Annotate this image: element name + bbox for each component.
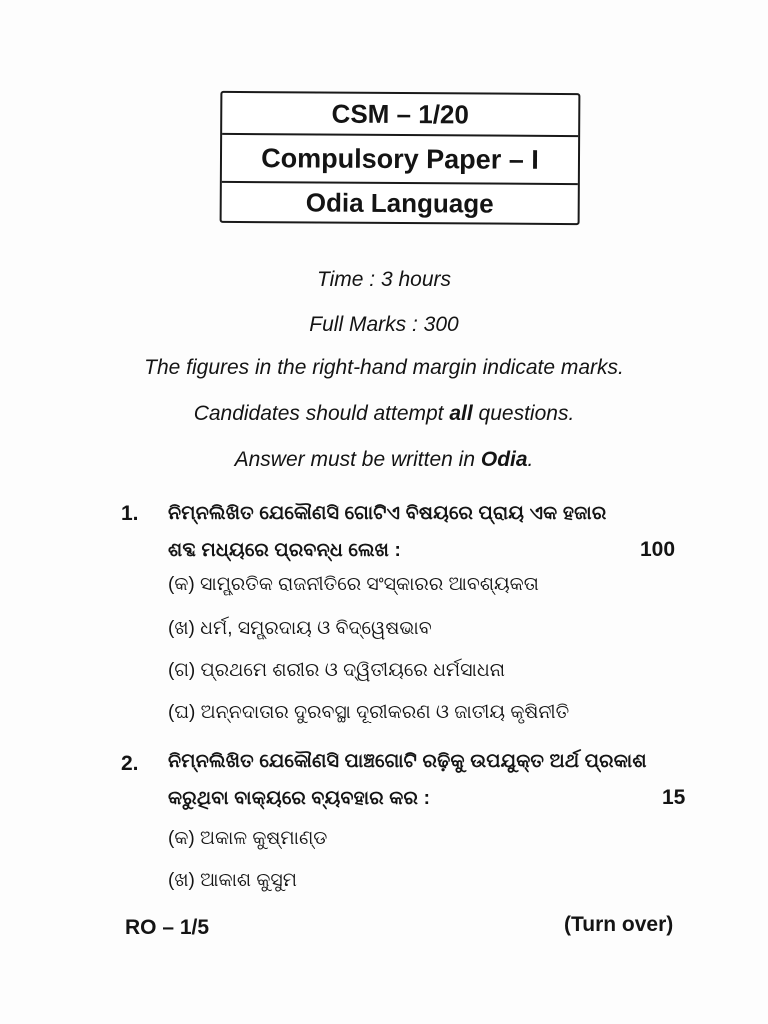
answer-suffix: . [527, 448, 534, 471]
question-1-line-1: ନିମ୍ନଲିଖିତ ଯେକୌଣସି ଗୋଟିଏ ବିଷୟରେ ପ୍ରାୟ ଏକ ହଜାର [168, 503, 607, 524]
question-2-line-1: ନିମ୍ନଲିଖିତ ଯେକୌଣସି ପାଞ୍ଚଗୋଟି ରଢ଼ିକୁ ଉପଯୁକ୍ତ ଅର୍ଥ ପ୍ରକାଶ [168, 751, 647, 772]
paper-code: CSM – 1/20 [222, 93, 578, 137]
attempt-bold: all [449, 402, 473, 425]
full-marks-line: Full Marks : 300 [309, 313, 459, 336]
question-1-marks: 100 [640, 538, 676, 561]
question-2-marks: 15 [662, 786, 686, 809]
paper-title: Compulsory Paper – I [222, 135, 578, 185]
question-1-line-2: ଶବ୍ଦ ମଧ୍ୟରେ ପ୍ରବନ୍ଧ ଲେଖ : [168, 540, 402, 561]
question-2-item-kha: (ଖ) ଆକାଶ କୁସୁମ [168, 870, 297, 891]
question-1-item-ga: (ଗ) ପ୍ରଥମେ ଶରୀର ଓ ଦ୍ୱିତୀୟରେ ଧର୍ମସାଧନା [168, 660, 506, 681]
page-code: RO – 1/5 [125, 916, 210, 939]
question-2-line-2: କରୁଥିବା ବାକ୍ୟରେ ବ୍ୟବହାର କର : [168, 788, 431, 809]
question-1-item-kha: (ଖ) ଧର୍ମ, ସମ୍ପ୍ରଦାୟ ଓ ବିଦ୍ୱେଷଭାବ [168, 618, 432, 639]
attempt-prefix: Candidates should attempt [193, 402, 450, 425]
attempt-suffix: questions. [472, 402, 575, 425]
question-1-item-ka: (କ) ସାମ୍ପ୍ରତିକ ରାଜନୀତିରେ ସଂସ୍କାରର ଆବଶ୍ୟକତା [168, 574, 539, 595]
answer-bold: Odia [480, 448, 528, 471]
header-box [220, 91, 581, 225]
answer-prefix: Answer must be written in [234, 448, 481, 471]
subject-title: Odia Language [305, 187, 494, 219]
question-2-item-ka: (କ) ଅକାଳ କୁଷ୍ମାଣ୍ଡ [168, 828, 328, 849]
margin-note-line: The figures in the right-hand margin indicate marks. [144, 356, 624, 379]
time-line: Time : 3 hours [316, 268, 452, 291]
question-2-number: 2. [121, 752, 139, 775]
answer-line [0, 448, 768, 472]
question-1-item-gha: (ଘ) ଅନ୍ନଦାତାର ଦୁରବସ୍ଥା ଦୂରୀକରଣ ଓ ଜାତୀୟ କୃଷିନୀତି [168, 702, 570, 723]
attempt-line [0, 402, 768, 426]
question-1-number: 1. [121, 502, 139, 525]
turn-over-label: (Turn over) [564, 913, 674, 936]
